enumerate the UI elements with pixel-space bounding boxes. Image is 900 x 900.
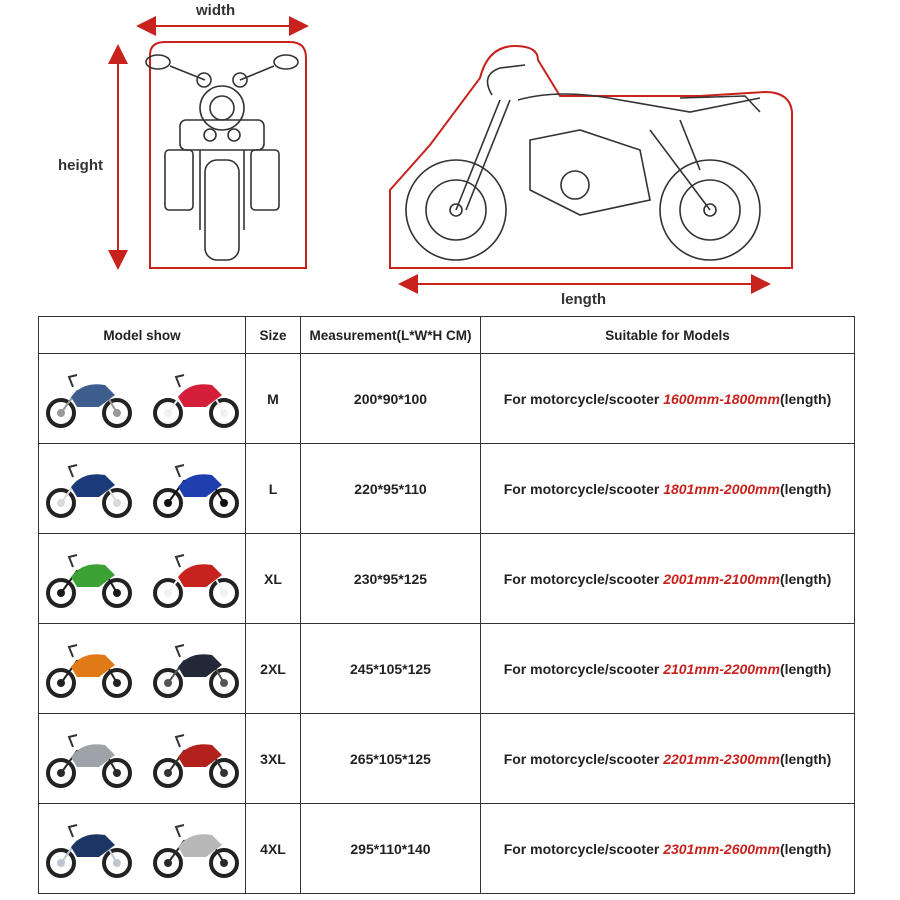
suitable-cell bbox=[481, 714, 855, 804]
model-images bbox=[39, 804, 246, 894]
model-images bbox=[39, 714, 246, 804]
bicycle-image bbox=[43, 367, 135, 431]
suitable-suffix: (length) bbox=[779, 840, 832, 857]
cover-dimension-illustration bbox=[0, 0, 900, 310]
suitable-suffix: (length) bbox=[779, 390, 832, 407]
suitable-cell bbox=[481, 444, 855, 534]
measurement-cell: 265*105*125 bbox=[301, 714, 481, 804]
suitable-cell bbox=[481, 534, 855, 624]
header-size: Size bbox=[246, 317, 301, 354]
model-images bbox=[39, 534, 246, 624]
model-images bbox=[39, 624, 246, 714]
length-range: 2101mm-2200mm bbox=[663, 660, 780, 677]
blue-cruiser-image bbox=[43, 817, 135, 881]
suitable-prefix: For motorcycle/scooter bbox=[503, 660, 664, 677]
header-suitable: Suitable for Models bbox=[481, 317, 855, 354]
green-sport-bike-image bbox=[43, 547, 135, 611]
header-measurement: Measurement(L*W*H CM) bbox=[301, 317, 481, 354]
blue-scooter-image bbox=[150, 457, 242, 521]
size-cell: XL bbox=[246, 534, 301, 624]
suitable-prefix: For motorcycle/scooter bbox=[503, 480, 664, 497]
table-header-row bbox=[39, 317, 855, 354]
suitable-cell bbox=[481, 804, 855, 894]
suitable-prefix: For motorcycle/scooter bbox=[503, 750, 664, 767]
size-chart-table bbox=[38, 316, 855, 894]
measurement-cell: 245*105*125 bbox=[301, 624, 481, 714]
length-range: 2301mm-2600mm bbox=[663, 840, 780, 857]
front-cover-outline bbox=[150, 42, 306, 268]
silver-goldwing-image bbox=[150, 817, 242, 881]
size-cell: 4XL bbox=[246, 804, 301, 894]
size-cell: 3XL bbox=[246, 714, 301, 804]
suitable-cell bbox=[481, 354, 855, 444]
red-maxi-scooter-image bbox=[150, 727, 242, 791]
measurement-cell: 230*95*125 bbox=[301, 534, 481, 624]
underbone-motorcycle-image bbox=[43, 457, 135, 521]
silver-touring-bike-image bbox=[43, 727, 135, 791]
suitable-suffix: (length) bbox=[779, 480, 832, 497]
red-sport-bike-image bbox=[150, 547, 242, 611]
table-row bbox=[39, 444, 855, 534]
suitable-cell bbox=[481, 624, 855, 714]
suitable-suffix: (length) bbox=[779, 660, 832, 677]
orange-dirt-bike-image bbox=[43, 637, 135, 701]
header-model-show: Model show bbox=[39, 317, 246, 354]
suitable-prefix: For motorcycle/scooter bbox=[503, 390, 664, 407]
dimension-diagram bbox=[0, 0, 900, 310]
front-view-motorcycle bbox=[146, 55, 298, 260]
height-label: height bbox=[58, 157, 103, 174]
side-cover-outline bbox=[390, 46, 792, 268]
table-row bbox=[39, 714, 855, 804]
suitable-suffix: (length) bbox=[779, 750, 832, 767]
black-naked-bike-image bbox=[150, 637, 242, 701]
length-range: 1801mm-2000mm bbox=[663, 480, 780, 497]
table-row bbox=[39, 624, 855, 714]
measurement-cell: 200*90*100 bbox=[301, 354, 481, 444]
width-label: width bbox=[196, 2, 236, 19]
suitable-prefix: For motorcycle/scooter bbox=[503, 570, 664, 587]
length-label: length bbox=[561, 291, 606, 308]
measurement-cell: 220*95*110 bbox=[301, 444, 481, 534]
model-images bbox=[39, 354, 246, 444]
red-scooter-image bbox=[150, 367, 242, 431]
measurement-cell: 295*110*140 bbox=[301, 804, 481, 894]
table-row bbox=[39, 354, 855, 444]
table-row bbox=[39, 534, 855, 624]
suitable-prefix: For motorcycle/scooter bbox=[503, 840, 664, 857]
length-range: 1600mm-1800mm bbox=[663, 390, 780, 407]
suitable-suffix: (length) bbox=[779, 570, 832, 587]
size-cell: L bbox=[246, 444, 301, 534]
length-range: 2001mm-2100mm bbox=[663, 570, 780, 587]
size-cell: 2XL bbox=[246, 624, 301, 714]
model-images bbox=[39, 444, 246, 534]
length-range: 2201mm-2300mm bbox=[663, 750, 780, 767]
size-cell: M bbox=[246, 354, 301, 444]
table-row bbox=[39, 804, 855, 894]
side-view-motorcycle bbox=[406, 65, 760, 260]
